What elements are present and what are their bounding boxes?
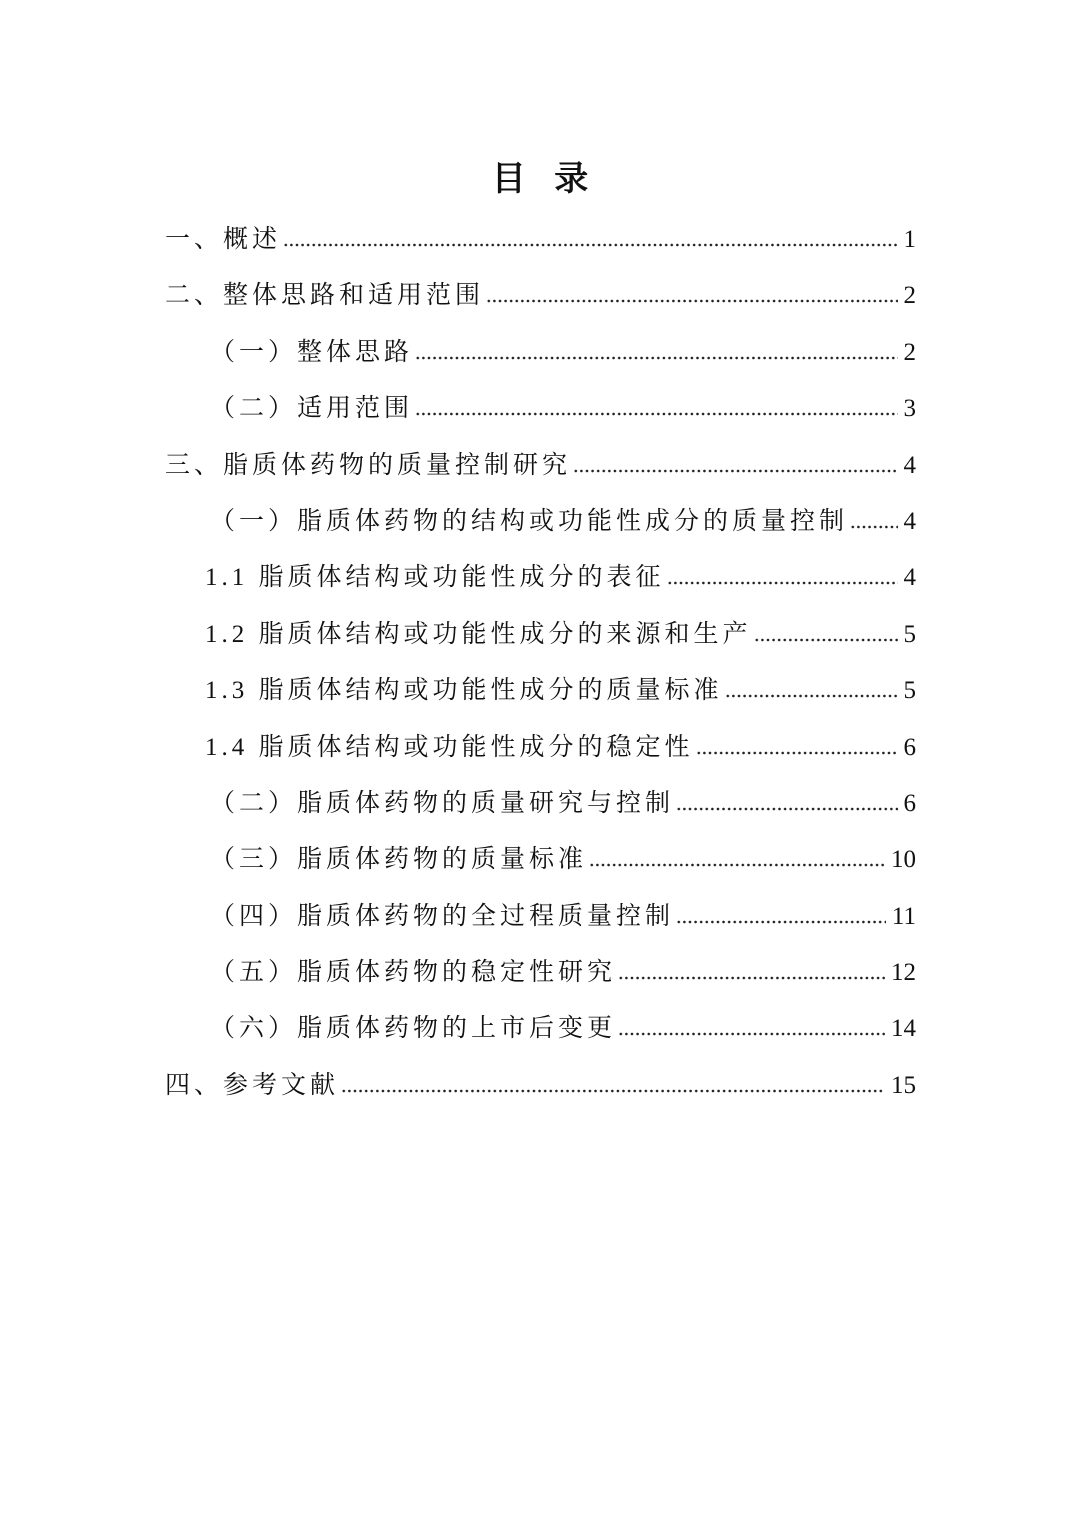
toc-entry-label: （三）脂质体药物的质量标准 [210,846,588,874]
dot-leader [618,976,885,980]
toc-entry-label: 四、参考文献 [165,1071,340,1099]
toc-entry-label: （二）脂质体药物的质量研究与控制 [210,789,675,817]
toc-entry-label: 二、整体思路和适用范围 [165,282,485,310]
dot-leader [618,1032,885,1036]
toc-entry [165,776,916,832]
toc-entry [165,381,916,437]
dot-leader [589,863,885,867]
toc-entry-page: 4 [903,564,916,592]
toc-entry-page: 5 [903,620,916,648]
toc-entry-label: （一）脂质体药物的结构或功能性成分的质量控制 [210,507,849,535]
toc-entry-label: 1.3 脂质体结构或功能性成分的质量标准 [205,677,723,705]
toc-entry-label: 三、脂质体药物的质量控制研究 [165,451,572,479]
toc-entry-page: 15 [891,1071,916,1099]
dot-leader [486,299,897,303]
toc-entry [165,494,916,550]
dot-leader [725,694,898,698]
toc-entry-page: 12 [891,959,916,987]
page-title: 目 录 [491,161,599,198]
table-of-contents [165,212,916,1114]
toc-entry-label: （五）脂质体药物的稳定性研究 [210,959,617,987]
dot-leader [696,751,898,755]
toc-entry-page: 2 [903,338,916,366]
toc-entry-label: 1.4 脂质体结构或功能性成分的稳定性 [205,733,694,761]
toc-entry-label: （四）脂质体药物的全过程质量控制 [210,902,675,930]
toc-entry-label: 1.1 脂质体结构或功能性成分的表征 [205,564,665,592]
dot-leader [676,807,897,811]
toc-entry [165,720,916,776]
toc-entry [165,212,916,268]
toc-entry [165,832,916,888]
dot-leader [415,356,897,360]
toc-entry [165,663,916,719]
toc-entry [165,438,916,494]
toc-entry-page: 14 [891,1015,916,1043]
toc-entry-page: 11 [891,902,916,930]
toc-entry-page: 1 [903,226,916,253]
dot-leader [573,469,897,473]
dot-leader [415,412,897,416]
toc-entry [165,889,916,945]
toc-entry-label: （二）适用范围 [210,395,414,423]
toc-entry-page: 6 [903,789,916,817]
toc-entry-label: （一）整体思路 [210,338,414,366]
toc-entry [165,1001,916,1057]
toc-entry-label: 一、概述 [165,226,282,253]
dot-leader [850,525,897,529]
dot-leader [754,638,898,642]
toc-entry [165,550,916,606]
toc-entry-label: （六）脂质体药物的上市后变更 [210,1015,617,1043]
toc-entry-page: 5 [903,677,916,705]
toc-entry-page: 4 [903,451,916,479]
dot-leader [341,1089,885,1093]
dot-leader [667,581,898,585]
toc-entry [165,945,916,1001]
toc-entry-page: 10 [891,846,916,874]
toc-entry [165,607,916,663]
dot-leader [283,243,897,247]
toc-entry [165,268,916,324]
toc-entry-page: 4 [903,507,916,535]
toc-entry-page: 2 [903,282,916,310]
toc-entry-label: 1.2 脂质体结构或功能性成分的来源和生产 [205,620,752,648]
toc-entry-page: 6 [903,733,916,761]
toc-entry [165,1058,916,1114]
toc-entry [165,325,916,381]
toc-entry-page: 3 [903,395,916,423]
dot-leader [676,920,886,924]
